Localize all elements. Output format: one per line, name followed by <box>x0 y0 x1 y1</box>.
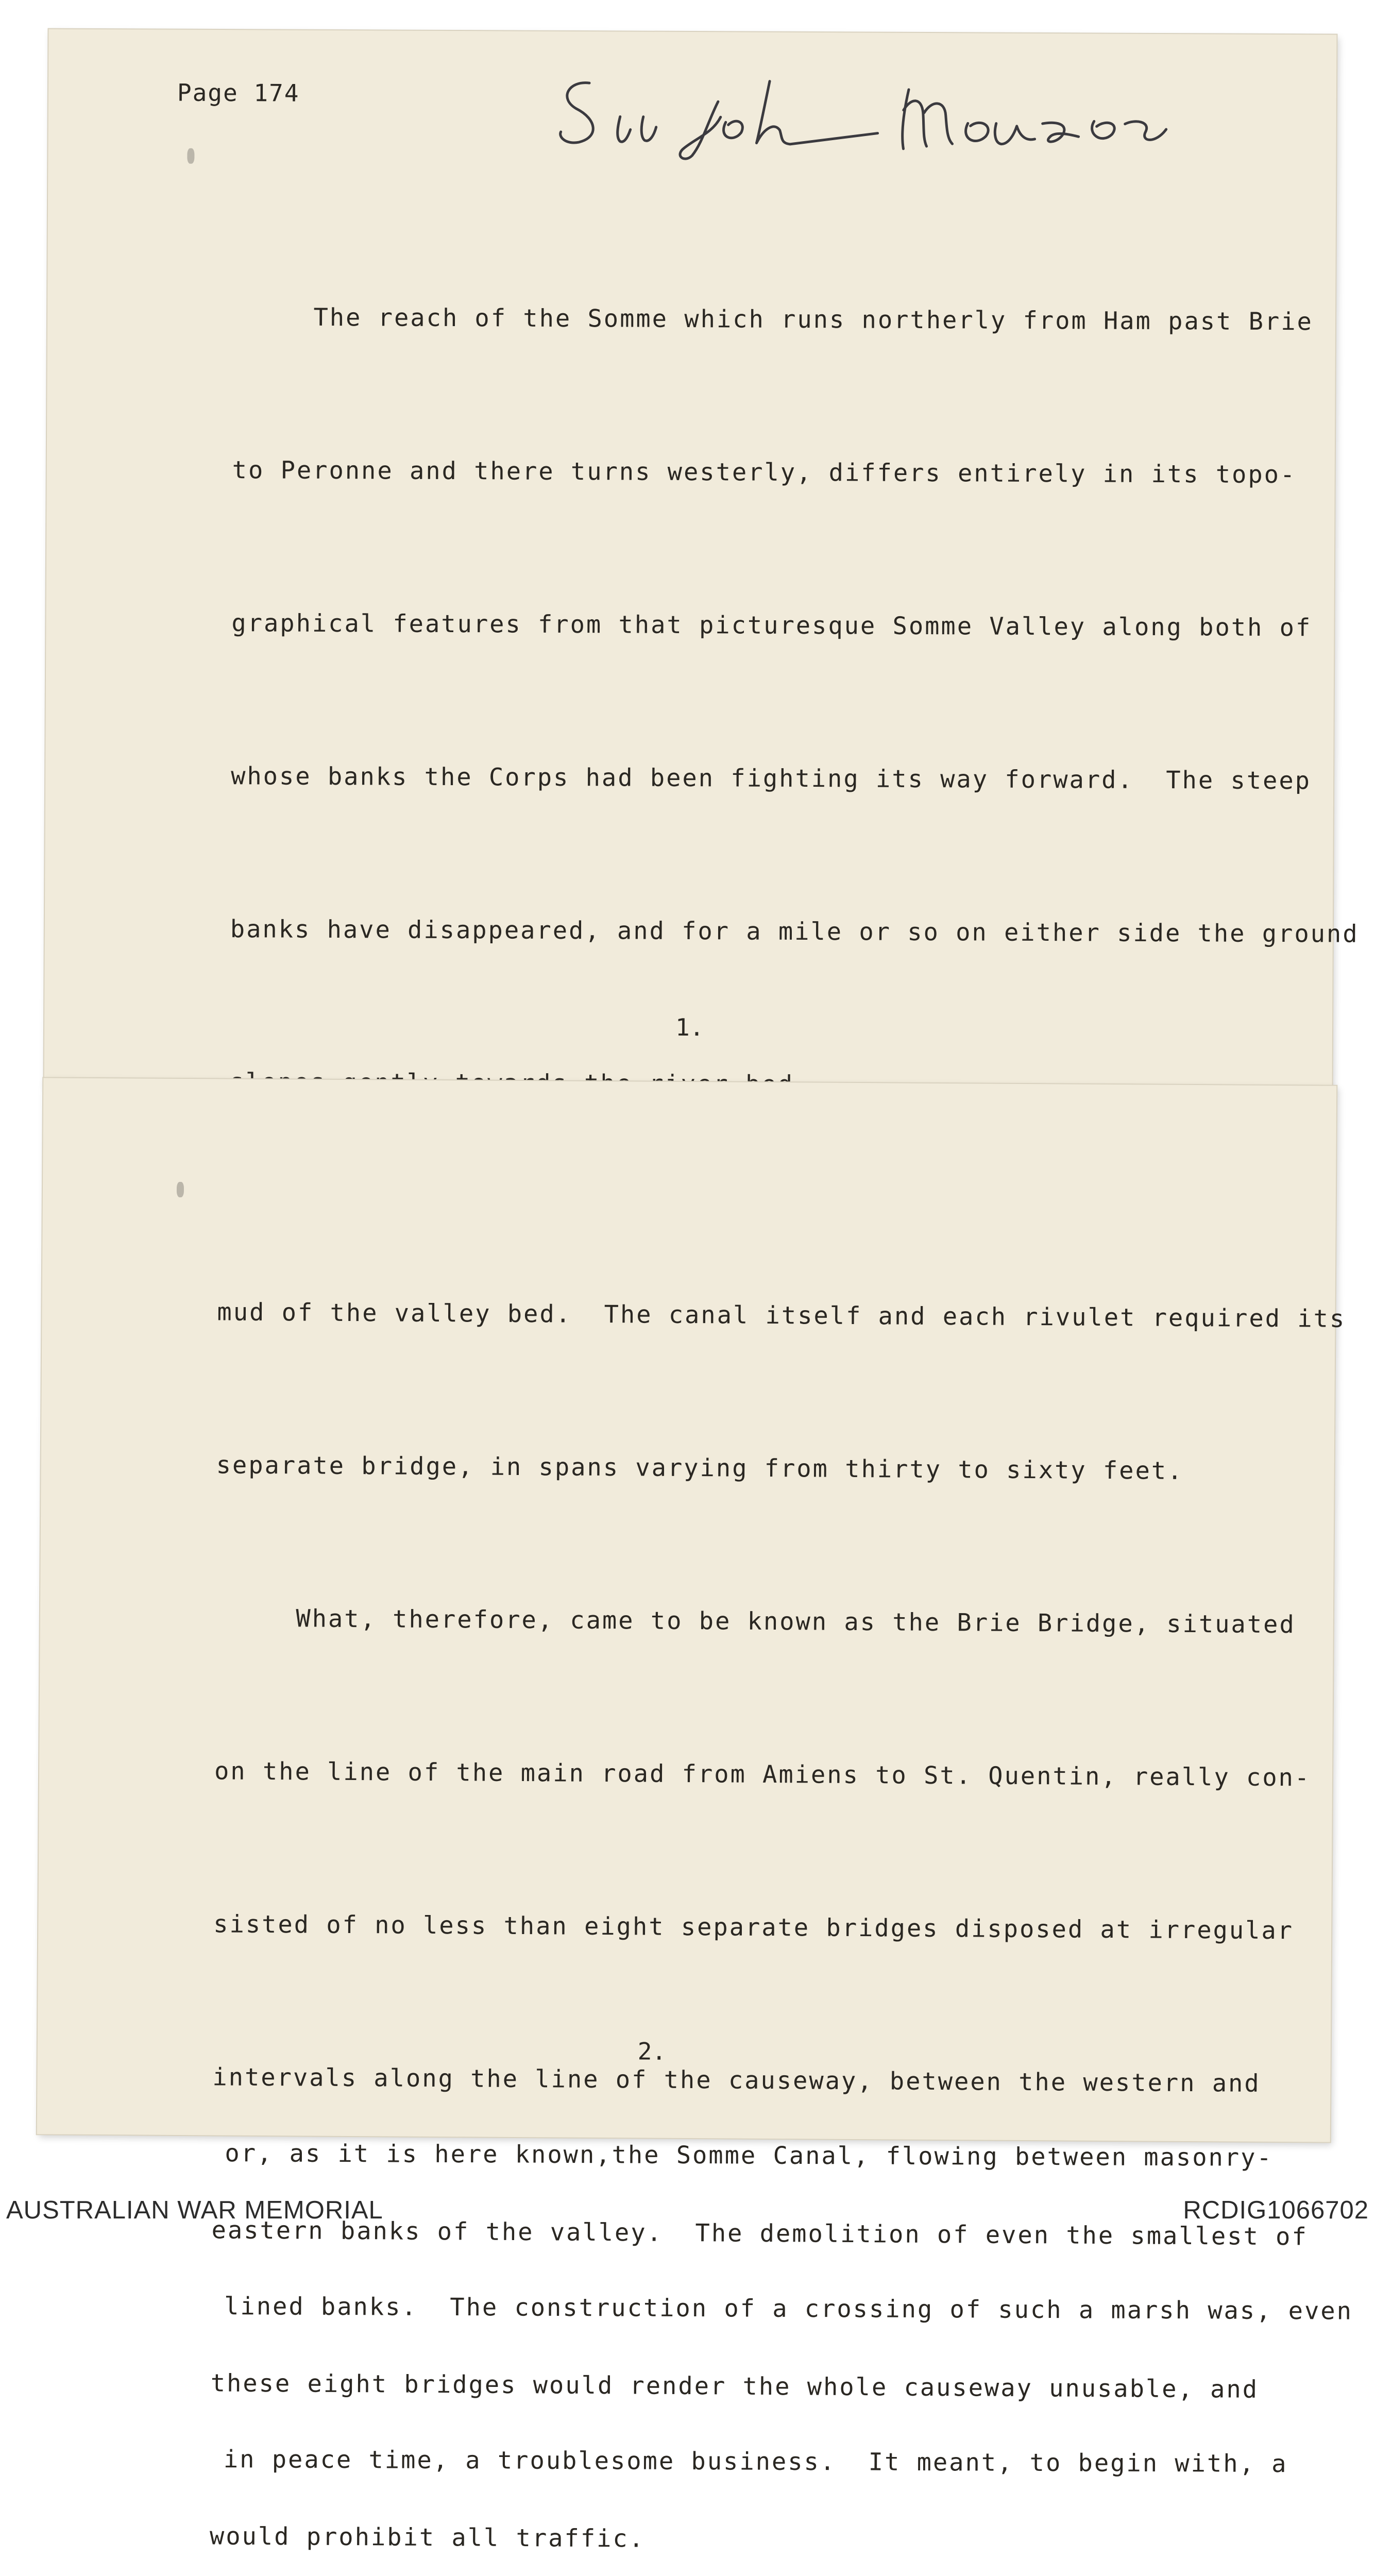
ink-smudge <box>177 1182 184 1197</box>
text-line: these eight bridges would render the whole causeway unusable, and <box>210 2369 1259 2404</box>
text-line: to Peronne and there turns westerly, differs entirely in its topo- <box>232 456 1297 489</box>
text-line: banks have disappeared, and for a mile or so on either side the ground <box>230 915 1359 948</box>
text-line: on the line of the main road from Amiens to St. Quentin, really con- <box>214 1757 1311 1792</box>
text-line: sisted of no less than eight separate bridges disposed at irregular <box>213 1910 1294 1945</box>
text-line: The reach of the Somme which runs northerly from Ham past Brie <box>232 303 1314 336</box>
handwritten-signature <box>548 60 1192 165</box>
text-line: What, therefore, came to be known as the Brie Bridge, situated <box>215 1604 1296 1639</box>
ink-smudge <box>187 148 194 164</box>
text-line: whose banks the Corps had been fighting its way forward. The steep <box>231 762 1312 795</box>
text-line: would prohibit all traffic. <box>209 2522 646 2553</box>
text-line: mud of the valley bed. The canal itself and each rivulet required its <box>217 1298 1346 1333</box>
text-line: lined banks. The construction of a crossing of such a marsh was, even <box>224 2292 1353 2326</box>
page-number: 1. <box>675 1013 704 1042</box>
text-line: or, as it is here known,the Somme Canal, flowing between masonry- <box>225 2139 1273 2172</box>
body-text-page-2 <box>202 1184 1347 2576</box>
text-line: eastern banks of the valley. The demolition of even the smallest of <box>211 2216 1308 2251</box>
page-number: 2. <box>637 2037 667 2065</box>
text-line: separate bridge, in spans varying from thirty to sixty feet. <box>216 1451 1184 1485</box>
page-label: Page 174 <box>177 78 300 107</box>
text-line: graphical features from that picturesque Somme Valley along both of <box>231 609 1312 642</box>
archive-credit: AUSTRALIAN WAR MEMORIAL <box>6 2196 383 2224</box>
text-line: in peace time, a troublesome business. It meant, to begin with, a <box>223 2445 1288 2479</box>
text-line: intervals along the line of the causeway, between the western and <box>212 2063 1261 2098</box>
archive-identifier: RCDIG1066702 <box>1183 2196 1369 2224</box>
